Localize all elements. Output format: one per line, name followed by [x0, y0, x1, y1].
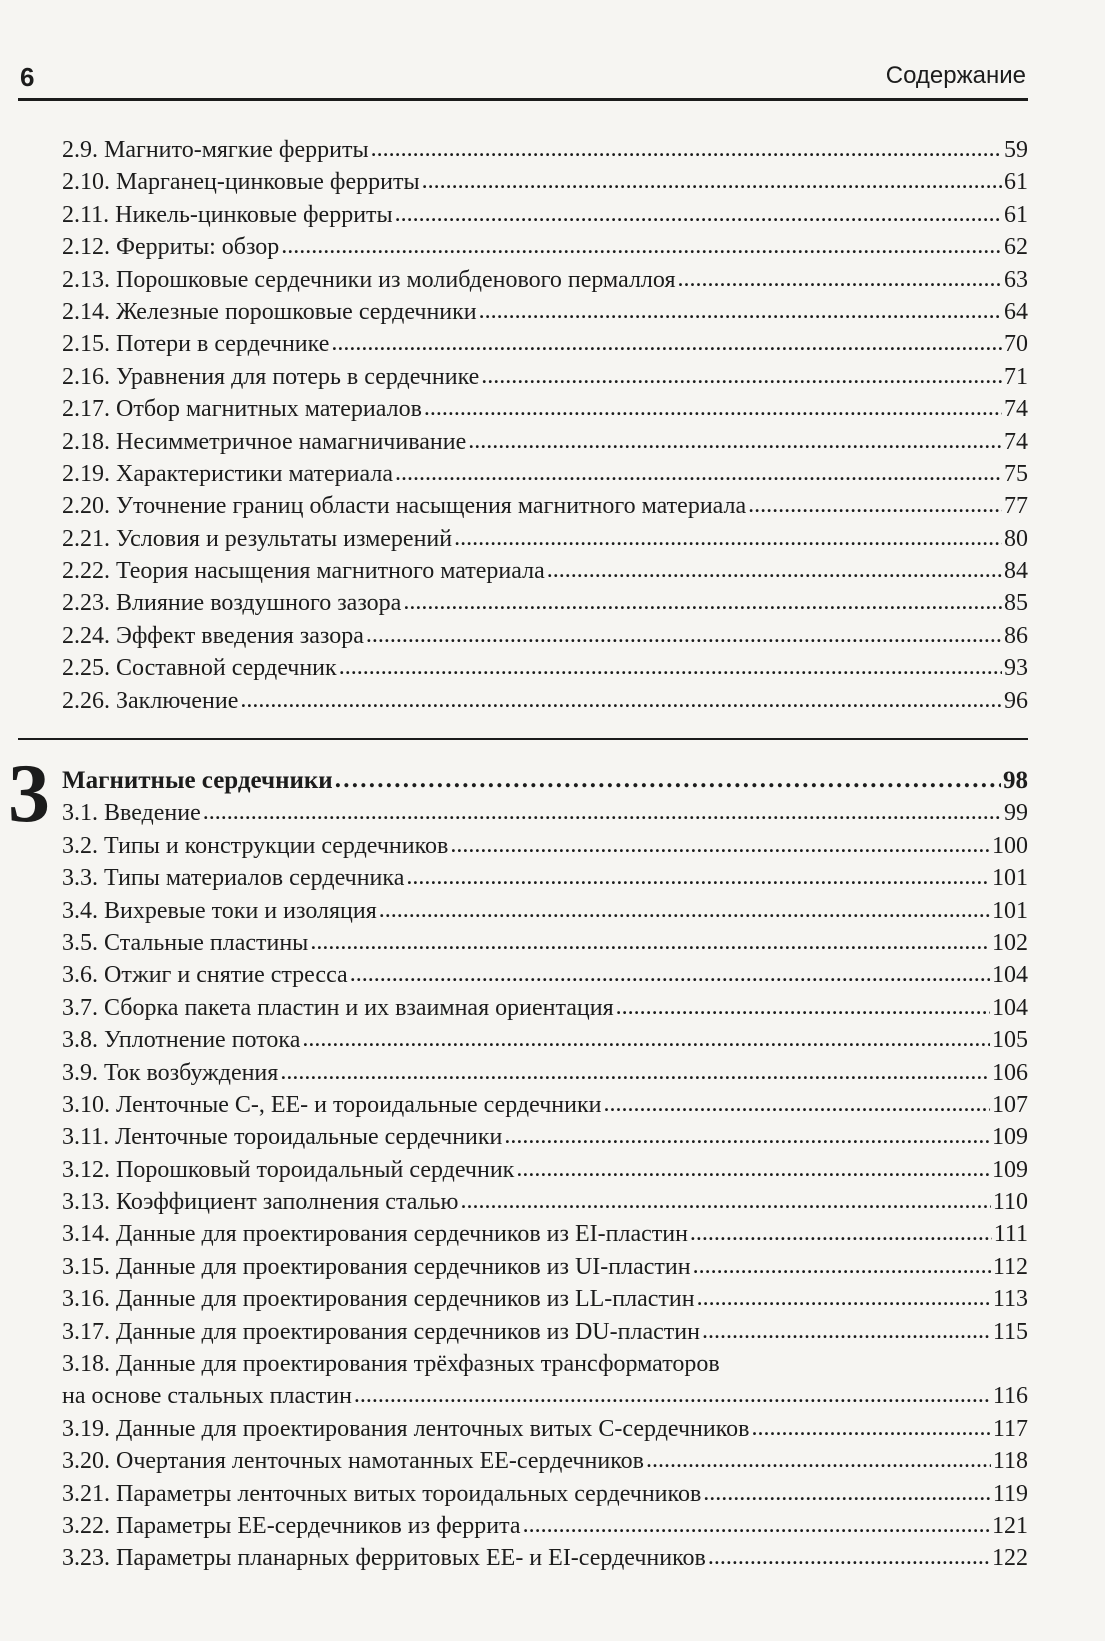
toc-entry[interactable] [62, 490, 1028, 522]
dot-leader [646, 1444, 991, 1476]
toc-entry-title: 3.22. Параметры ЕЕ-сердечников из феррита [62, 1513, 521, 1539]
toc-entry[interactable] [62, 620, 1028, 652]
toc-entry-page: 116 [992, 1383, 1028, 1410]
page-header [20, 62, 1026, 96]
toc-entry[interactable] [62, 1510, 1028, 1542]
toc-entry-page: 61 [1004, 169, 1028, 196]
toc-chapter-entry[interactable] [62, 765, 1028, 797]
toc-entry-title: 3.19. Данные для проектирования ленточных витых С-сердечников [62, 1415, 750, 1442]
dot-leader [354, 1379, 991, 1411]
toc-entry-title: 2.17. Отбор магнитных материалов [62, 396, 422, 423]
toc-entry[interactable] [62, 1251, 1028, 1283]
toc-entry-page: 107 [992, 1091, 1028, 1118]
toc-entry-title: 3.23. Параметры планарных ферритовых ЕЕ- и EI-сердечников [62, 1545, 706, 1572]
toc-entry-title: 3.15. Данные для проектирования сердечников из UI-пластин [62, 1253, 691, 1280]
toc-entry-page: 109 [992, 1156, 1028, 1183]
toc-entry-page: 101 [992, 865, 1028, 892]
toc-entry-page: 104 [992, 962, 1028, 989]
toc-entry-title: 3.1. Введение [62, 800, 201, 827]
toc-entry-title: 2.10. Марганец-цинковые ферриты [62, 169, 420, 196]
dot-leader [203, 796, 1002, 828]
toc-entry-page: 63 [1004, 266, 1028, 293]
toc-entry[interactable] [62, 1089, 1028, 1121]
toc-entry-title: 3.21. Параметры ленточных витых тороидальных сердечников [62, 1480, 702, 1507]
toc-entry-title: 3.6. Отжиг и снятие стресса [62, 962, 348, 989]
toc-entry-page: 101 [992, 897, 1028, 924]
dot-leader [523, 1509, 990, 1541]
dot-leader [481, 360, 1002, 392]
toc-entry-page: 85 [1004, 590, 1028, 617]
toc-entry-page: 84 [1004, 558, 1028, 585]
toc-entry-page: 99 [1004, 800, 1028, 827]
toc-entry-title: 3.7. Сборка пакета пластин и их взаимная ориентация [62, 994, 614, 1021]
toc-entry-page: 112 [992, 1253, 1028, 1280]
toc-entry-page: 71 [1004, 363, 1028, 390]
toc-entry-title: 2.14. Железные порошковые сердечники [62, 298, 477, 325]
toc-entry[interactable] [62, 393, 1028, 425]
toc-entry[interactable] [62, 264, 1028, 296]
toc-entry[interactable] [62, 134, 1028, 166]
toc-section-2 [62, 134, 1028, 717]
toc-entry-page: 106 [992, 1059, 1028, 1086]
dot-leader [454, 522, 1002, 554]
toc-entry[interactable] [62, 862, 1028, 894]
toc-entry-title: 2.26. Заключение [62, 687, 239, 714]
toc-entry[interactable] [62, 895, 1028, 927]
toc-entry-title: 2.9. Магнито-мягкие ферриты [62, 137, 369, 163]
toc-entry-page: 111 [993, 1221, 1028, 1248]
toc-entry-page: 86 [1004, 622, 1028, 649]
toc-entry[interactable] [62, 555, 1028, 587]
toc-entry[interactable] [62, 992, 1028, 1024]
toc-entry-page: 121 [992, 1513, 1028, 1539]
toc-entry-title: 2.11. Никель-цинковые ферриты [62, 201, 393, 228]
header-rule [18, 98, 1028, 101]
toc-entry-title: 2.23. Влияние воздушного зазора [62, 590, 402, 617]
toc-entry[interactable] [62, 1478, 1028, 1510]
running-head: Содержание [885, 62, 1026, 89]
chapter-number: 3 [8, 747, 50, 840]
dot-leader [379, 894, 990, 926]
dot-leader [371, 133, 1002, 165]
toc-entry-page: 100 [992, 832, 1028, 859]
toc-entry[interactable] [62, 426, 1028, 458]
dot-leader [693, 1250, 991, 1282]
dot-leader [702, 1315, 991, 1347]
toc-entry[interactable] [62, 1024, 1028, 1056]
dot-leader [603, 1088, 990, 1120]
toc-entry-page: 74 [1004, 428, 1028, 455]
dot-leader [468, 425, 1002, 457]
toc-entry[interactable] [62, 1283, 1028, 1315]
dot-leader [504, 1120, 990, 1152]
dot-leader [302, 1023, 990, 1055]
dot-leader [281, 230, 1002, 262]
toc-entry[interactable] [62, 587, 1028, 619]
dot-leader [697, 1282, 991, 1314]
toc-entry[interactable] [62, 1186, 1028, 1218]
toc-entry-title: 2.25. Составной сердечник [62, 655, 337, 682]
toc-entry-page: 122 [992, 1545, 1028, 1572]
toc-entry[interactable] [62, 830, 1028, 862]
dot-leader [547, 554, 1002, 586]
toc-entry-title: 3.14. Данные для проектирования сердечников из EI-пластин [62, 1221, 688, 1248]
dot-leader [395, 198, 1002, 230]
dot-leader [748, 489, 1002, 521]
dot-leader [350, 958, 990, 990]
dot-leader [479, 295, 1002, 327]
toc-entry-page: 61 [1004, 201, 1028, 228]
toc-entry-title: 2.18. Несимметричное намагничивание [62, 428, 467, 455]
dot-leader [690, 1217, 992, 1249]
toc-entry[interactable] [62, 231, 1028, 263]
toc-entry-title: 2.13. Порошковые сердечники из молибденового пермаллоя [62, 266, 676, 293]
toc-entry-title: 3.11. Ленточные тороидальные сердечники [62, 1124, 503, 1151]
dot-leader [395, 457, 1002, 489]
toc-entry[interactable] [62, 361, 1028, 393]
toc-entry[interactable] [62, 1413, 1028, 1445]
dot-leader [703, 1477, 991, 1509]
toc-entry[interactable] [62, 328, 1028, 360]
toc-entry-page: 119 [992, 1480, 1028, 1507]
toc-entry[interactable] [62, 1445, 1028, 1477]
toc-entry-title: 3.13. Коэффициент заполнения сталью [62, 1189, 459, 1216]
toc-entry-title: 3.9. Ток возбуждения [62, 1059, 279, 1086]
toc-entry[interactable] [62, 166, 1028, 198]
toc-entry-page: 105 [992, 1027, 1028, 1054]
toc-entry[interactable] [62, 1057, 1028, 1089]
toc-entry-page: 80 [1004, 525, 1028, 552]
toc-section-3 [62, 765, 1028, 1575]
toc-entry-page: 109 [992, 1124, 1028, 1151]
toc-entry-title: 2.24. Эффект введения зазора [62, 622, 364, 649]
toc-entry[interactable] [62, 685, 1028, 717]
toc-entry[interactable] [62, 1154, 1028, 1186]
toc-entry-page: 113 [992, 1286, 1028, 1313]
toc-entry[interactable] [62, 1542, 1028, 1574]
section-rule [18, 738, 1028, 740]
toc-entry[interactable] [62, 1121, 1028, 1153]
dot-leader [708, 1541, 990, 1573]
toc-entry[interactable] [62, 927, 1028, 959]
dot-leader [677, 263, 1002, 295]
toc-entry-title: 2.12. Ферриты: обзор [62, 234, 280, 261]
toc-entry-title: 3.2. Типы и конструкции сердечников [62, 832, 449, 859]
dot-leader [403, 586, 1002, 618]
toc-entry-title: 3.16. Данные для проектирования сердечников из LL-пластин [62, 1286, 695, 1313]
toc-entry-page: 62 [1004, 234, 1028, 261]
toc-entry[interactable] [62, 1316, 1028, 1348]
dot-leader [335, 764, 1001, 796]
dot-leader [240, 684, 1002, 716]
dot-leader [422, 165, 1002, 197]
toc-entry-page: 70 [1004, 331, 1028, 358]
toc-entry-title: 3.18. Данные для проектирования трёхфазных трансформаторов [62, 1351, 720, 1378]
toc-entry-title: 3.5. Стальные пластины [62, 929, 309, 956]
toc-entry-title-continued: на основе стальных пластин [62, 1383, 352, 1410]
toc-entry-title: 3.17. Данные для проектирования сердечников из DU-пластин [62, 1318, 700, 1345]
toc-entry[interactable] [62, 959, 1028, 991]
toc-entry-page: 96 [1004, 687, 1028, 714]
toc-entry-page: 104 [992, 994, 1028, 1021]
toc-entry-title: 2.19. Характеристики материала [62, 460, 393, 487]
dot-leader [516, 1153, 990, 1185]
dot-leader [460, 1185, 990, 1217]
toc-entry-page: 115 [992, 1318, 1028, 1345]
toc-entry-page: 110 [992, 1189, 1028, 1216]
toc-entry-page: 93 [1004, 655, 1028, 682]
page-number: 6 [20, 62, 35, 92]
toc-entry-page: 75 [1004, 460, 1028, 487]
dot-leader [339, 651, 1002, 683]
toc-chapter-page: 98 [1003, 767, 1028, 794]
toc-entry-page: 59 [1004, 137, 1028, 163]
toc-chapter-title: Магнитные сердечники [62, 767, 333, 794]
dot-leader [366, 619, 1002, 651]
toc-entry-title: 2.20. Уточнение границ области насыщения магнитного материала [62, 493, 747, 520]
toc-entry[interactable] [62, 1218, 1028, 1250]
dot-leader [616, 991, 990, 1023]
dot-leader [310, 926, 990, 958]
toc-entry-page: 74 [1004, 396, 1028, 423]
toc-entry-page: 77 [1004, 493, 1028, 520]
toc-entry-page: 64 [1004, 298, 1028, 325]
toc-entry-page: 118 [992, 1448, 1028, 1475]
toc-entry-page: 117 [992, 1415, 1028, 1442]
toc-entry-page: 102 [992, 929, 1028, 956]
toc-entry-title: 3.10. Ленточные С-, ЕЕ- и тороидальные сердечники [62, 1091, 602, 1118]
toc-entry[interactable] [62, 523, 1028, 555]
dot-leader [280, 1056, 990, 1088]
toc-entry-title: 3.20. Очертания ленточных намотанных ЕЕ-сердечников [62, 1448, 644, 1475]
toc-entry-title: 3.8. Уплотнение потока [62, 1027, 301, 1054]
toc-entry[interactable] [62, 296, 1028, 328]
toc-entry[interactable] [62, 199, 1028, 231]
toc-entry-title: 3.12. Порошковый тороидальный сердечник [62, 1156, 515, 1183]
toc-entry-title: 3.4. Вихревые токи и изоляция [62, 897, 377, 924]
toc-entry-title: 2.22. Теория насыщения магнитного материала [62, 558, 545, 585]
toc-entry[interactable] [62, 652, 1028, 684]
toc-entry[interactable] [62, 797, 1028, 829]
dot-leader [752, 1412, 991, 1444]
dot-leader [450, 829, 990, 861]
toc-entry-title: 2.16. Уравнения для потерь в сердечнике [62, 363, 480, 390]
toc-entry[interactable] [62, 1348, 1028, 1413]
dot-leader [331, 327, 1002, 359]
toc-entry-title: 3.3. Типы материалов сердечника [62, 865, 405, 892]
toc-entry[interactable] [62, 458, 1028, 490]
dot-leader [424, 392, 1002, 424]
toc-entry-title: 2.15. Потери в сердечнике [62, 331, 330, 358]
toc-entry-title: 2.21. Условия и результаты измерений [62, 525, 453, 552]
dot-leader [406, 861, 990, 893]
